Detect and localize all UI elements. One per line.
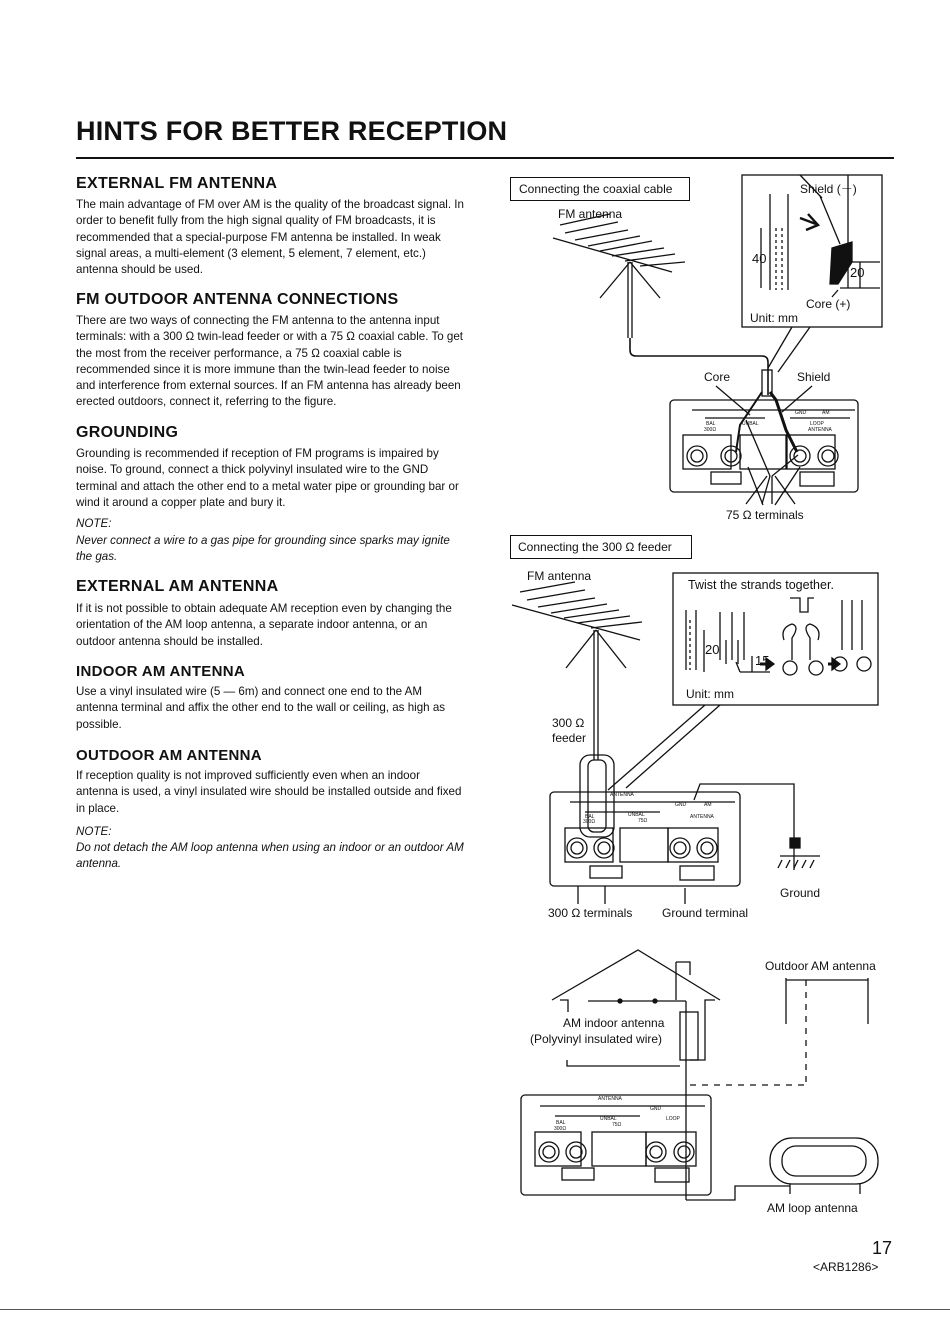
heading-fm-outdoor-connections: FM OUTDOOR ANTENNA CONNECTIONS — [76, 291, 399, 308]
svg-text:AM: AM — [704, 802, 712, 808]
fig2-feeder-label: 300 Ω feeder — [552, 716, 587, 745]
svg-text:GND: GND — [650, 1106, 662, 1112]
grounding-note-text: Never connect a wire to a gas pipe for grounding since sparks may ignite the gas. — [76, 534, 450, 564]
svg-text:75Ω: 75Ω — [612, 1122, 622, 1128]
svg-text:300Ω: 300Ω — [554, 1126, 567, 1132]
fig1-core-label: Core — [704, 370, 731, 384]
svg-text:LOOP: LOOP — [666, 1116, 680, 1122]
fig1-core-plus-label: Core (+) — [806, 297, 851, 311]
fig2-unit-label: Unit: mm — [686, 687, 734, 701]
svg-text:UNBAL: UNBAL — [628, 812, 645, 818]
text-external-fm-antenna: The main advantage of FM over AM is the quality of the broadcast signal. In order to benefit fully from the high signal quality of FM broadcasts, it is recommended that a special-purpose FM antenna be installed. In weak signal areas, a multi-element (3 element, 5 element, 7 element, etc.) antenna should be used. — [76, 198, 464, 277]
fig1-dim-20-label: 20 — [850, 265, 865, 280]
svg-text:300Ω: 300Ω — [704, 427, 717, 433]
page-number: 17 — [872, 1238, 893, 1258]
svg-text:BAL: BAL — [706, 421, 716, 427]
fig3-house-icon — [552, 950, 720, 1110]
fig1-shield-minus-label: Shield (－) — [800, 182, 857, 196]
fig1-fm-antenna-label: FM antenna — [558, 207, 623, 221]
fig2-receiver-panel-icon — [550, 792, 740, 886]
text-outdoor-am-antenna: If reception quality is not improved sufficiently even when an indoor antenna is used, a vinyl insulated wire should be installed outside and fixed in place. — [76, 769, 462, 815]
fig2-dim-20-label: 20 — [705, 642, 720, 657]
grounding-note-label: NOTE: — [76, 517, 112, 530]
fig3-outdoor-am-label: Outdoor AM antenna — [765, 959, 876, 973]
heading-outdoor-am-antenna: OUTDOOR AM ANTENNA — [76, 747, 262, 764]
fig2-300-terminals-label: 300 Ω terminals — [548, 906, 633, 920]
svg-text:GND: GND — [795, 410, 807, 416]
svg-text:GND: GND — [675, 802, 687, 808]
svg-text:75Ω: 75Ω — [638, 818, 648, 824]
fig3-loop-label: AM loop antenna — [767, 1201, 858, 1215]
fig2-dim-15-label: 15 — [755, 653, 770, 668]
fig1-unit-label: Unit: mm — [750, 311, 798, 325]
fig3-polyvinyl-label: (Polyvinyl insulated wire) — [530, 1032, 663, 1046]
heading-indoor-am-antenna: INDOOR AM ANTENNA — [76, 663, 245, 680]
fig2-caption: Connecting the 300 Ω feeder — [510, 535, 692, 559]
svg-text:ANTENNA: ANTENNA — [610, 792, 634, 798]
page-title: HINTS FOR BETTER RECEPTION — [76, 116, 508, 146]
svg-text:ANTENNA: ANTENNA — [808, 427, 832, 433]
fig2-fm-antenna-label: FM antenna — [527, 569, 592, 583]
text-fm-outdoor-connections: There are two ways of connecting the FM antenna to the antenna input terminals: with a 300 Ω twin-lead feeder or with a 75 Ω coaxial cable. To get the most from the receiver performance, a 75 Ω coaxial cable is recommended since it is more immune than the twin-lead feeder to noise and interference from external sources. If an FM antenna has already been erected outdoors, connect it, referring to the figure. — [76, 314, 464, 409]
fig1-antenna-icon — [553, 214, 768, 395]
fig2-ground-terminal-label: Ground terminal — [662, 906, 749, 920]
fig1-shield-label: Shield — [797, 370, 831, 384]
fig1-terminals-label: 75 Ω terminals — [726, 508, 804, 522]
svg-text:UNBAL: UNBAL — [742, 421, 759, 427]
bottom-rule — [0, 1309, 950, 1310]
text-external-am-antenna: If it is not possible to obtain adequate AM reception even by changing the orientation of the AM loop antenna, a separate indoor antenna, or an outdoor antenna should be installed. — [76, 602, 452, 648]
svg-text:300Ω: 300Ω — [583, 819, 596, 825]
outdoor-am-note-label: NOTE: — [76, 825, 112, 838]
fig1-caption: Connecting the coaxial cable — [510, 177, 690, 201]
fig2-ground-label: Ground — [780, 886, 821, 900]
fig1-dim-40-label: 40 — [752, 251, 767, 266]
svg-text:ANTENNA: ANTENNA — [598, 1096, 622, 1102]
heading-external-fm-antenna: EXTERNAL FM ANTENNA — [76, 175, 278, 192]
svg-text:BAL: BAL — [556, 1120, 566, 1126]
fig1-receiver-panel-icon — [670, 370, 858, 504]
fig3-indoor-am-label: AM indoor antenna — [563, 1016, 665, 1030]
document-code: <ARB1286> — [813, 1260, 879, 1274]
text-indoor-am-antenna: Use a vinyl insulated wire (5 — 6m) and connect one end to the AM antenna terminal and affix the other end to the wall or ceiling, as high as possible. — [76, 685, 446, 731]
svg-text:BAL: BAL — [585, 814, 595, 820]
svg-text:ANTENNA: ANTENNA — [690, 814, 714, 820]
heading-grounding: GROUNDING — [76, 424, 179, 441]
text-grounding: Grounding is recommended if reception of FM programs is impaired by noise. To ground, connect a thick polyvinyl insulated wire to the GND terminal and attach the other end to a metal water pipe or grounding bar or wind it around a copper plate and bury it. — [76, 447, 459, 509]
fig2-twist-label: Twist the strands together. — [688, 578, 834, 592]
heading-external-am-antenna: EXTERNAL AM ANTENNA — [76, 578, 279, 595]
svg-text:AM: AM — [822, 410, 830, 416]
svg-text:LOOP: LOOP — [810, 421, 824, 427]
svg-text:UNBAL: UNBAL — [600, 1116, 617, 1122]
outdoor-am-note-text: Do not detach the AM loop antenna when using an indoor or an outdoor AM antenna. — [76, 841, 464, 871]
